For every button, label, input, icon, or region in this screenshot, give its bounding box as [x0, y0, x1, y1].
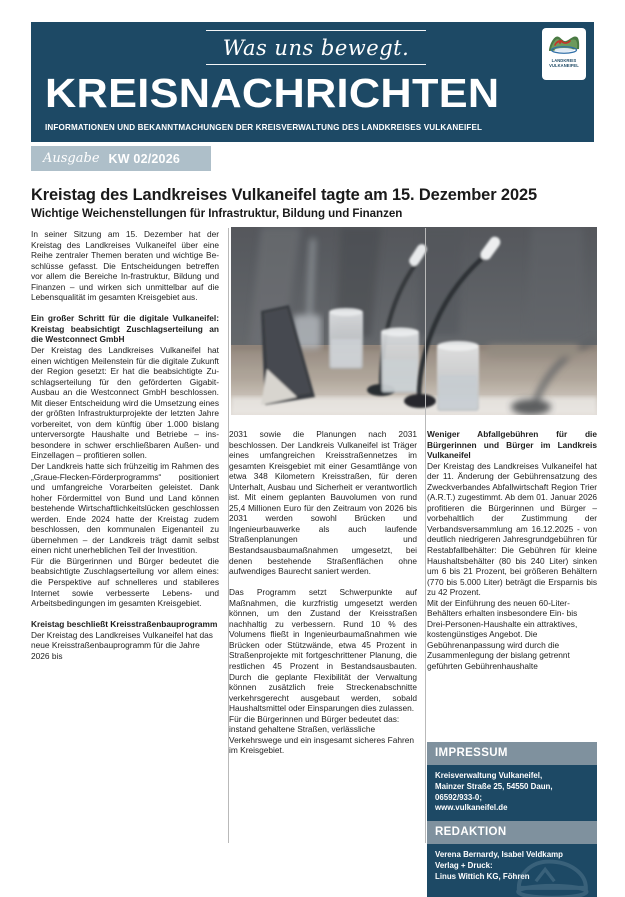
impressum-line-3: 06592/933-0;	[435, 792, 482, 802]
col1-paragraph-1: Der Kreistag des Landkreises Vulkaneifel hat einen wichtigen Meilenstein für die digitale Zukunft der Region gesetzt: Er hat die beabsichtigte Zuschlagserteilung für den geförderten Gigabit-Ausbau an die Westconnect GmbH beschlossen. Mit dieser Entscheidung wird die Umsetzung eines der größten Infrastrukturprojekte der letzten Jahre vorbereitet, von dem künftig über 1.000 bislang unterversorgte Haushalte und Betriebe – insbesondere in schwer erschließbaren Außen- und Einzellagen – profitieren sollen.	[31, 344, 219, 461]
col1-lead-paragraph: In seiner Sitzung am 15. Dezember hat der Kreistag des Landkreises Vulkaneifel über eine Reihe zentraler Themen beraten und wichtige Beschlüsse gefasst. Die Entscheidungen betreffen vor allem die Bereiche In-frastruktur, Bildung und Finanzen – und wirken sich unmittelbar auf die Lebensqualität im gesamten Kreisgebiet aus.	[31, 229, 219, 303]
issue-value: KW 02/2026	[108, 151, 181, 166]
col3-paragraph-1: Der Kreistag des Landkreises Vulkaneifel hat der 11. Änderung der Gebührensatzung des Zweckverbandes Abfallwirtschaft Region Trier (A.R.T.) zugestimmt. Ab dem 01. Januar 2026 profitieren die Bürgerinnen und Bürger – vorbehaltlich der Zustimmung der Verbandsversammlung am 16.12.2025 - von deutlich niedrigeren Jahresgrundgebühren für Restabfallbehälter: Die Gebühren für kleine Haushaltsbehälter (80 bis 240 Liter) sinken um 6 bis 21 Prozent, bei größeren Behältern (770 bis 5.000 Liter) beträgt die Ersparnis bis zu 42 Prozent.	[427, 460, 597, 598]
issue-label: Ausgabe	[43, 151, 100, 166]
wittich-logo-watermark	[513, 855, 593, 897]
col2-paragraph-1: 2031 sowie die Planungen nach 2031 beschlossen. Der Landkreis Vulkaneifel ist Träger eines umfangreichen Kreisstraßennetzes im gesamten Kreisgebiet mit einer Gesamtlänge von etwa 348 Kilometern Kreisstraßen, für deren Unterhalt, Ausbau und Sicherheit er verantwortlich ist. Mit einem geplanten Bauvolumen von rund 25,4 Millionen Euro für den Zeitraum von 2026 bis 2031 werden sowohl Brücken und Ingenieurbauwerke als auch laufende Straßenplanungen und Bestandsausbaumaßnahmen umgesetzt, bei denen bestehende Straßenflächen ohne aufwendiges Baurecht saniert werden.	[229, 429, 417, 577]
impressum-box	[427, 742, 597, 897]
col3-paragraph-2: Mit der Einführung des neuen 60-Liter-Behälters erhalten insbesondere Ein- bis Drei-Personen-Haushalte ein attraktives, kostengünstiges Angebot. Die Gebührenanpassung wird durch die Zusammenlegung der bislang getrennt geführten Gebührenhaushalte	[427, 597, 578, 672]
text-column-1	[31, 229, 219, 661]
redaktion-verlag-name: Linus Wittich KG, Föhren	[435, 871, 530, 881]
impressum-title: IMPRESSUM	[427, 742, 597, 765]
text-column-3	[427, 429, 597, 672]
redaktion-body	[427, 844, 597, 896]
impressum-line-1: Kreisverwaltung Vulkaneifel,	[435, 771, 543, 780]
redaktion-title: REDAKTION	[427, 821, 597, 844]
col1-heading-strassenbau: Kreistag beschließt Kreisstraßenbauprogramm	[31, 619, 218, 630]
issue-banner	[31, 146, 211, 171]
impressum-body	[427, 765, 597, 821]
masthead-title: KREISNACHRICHTEN	[45, 70, 500, 116]
spacer	[229, 577, 417, 588]
spacer	[31, 303, 219, 314]
masthead-tagline: Was uns bewegt.	[222, 36, 410, 60]
masthead	[31, 22, 594, 142]
impressum-line-2: Mainzer Straße 25, 54550 Daun,	[435, 781, 553, 791]
col1-paragraph-2: Der Landkreis hatte sich frühzeitig im Rahmen des „Graue-Flecken-Förderprogramms“ positioniert und umfangreiche Vorarbeiten geleistet. Dank hoher Fördermittel von Bund und Land können bestehende Wirtschaftlichkeitslücken geschlossen werden. Ende 2024 hatte der Kreistag zudem beschlossen, den kommunalen Eigenanteil zu übernehmen – der Landkreis trägt damit selbst einen nicht unerheblichen Teil der Investition.	[31, 460, 219, 556]
text-column-2	[229, 429, 417, 756]
impressum-website[interactable]: www.vulkaneifel.de	[435, 803, 508, 813]
column-divider-2	[425, 228, 426, 843]
redaktion-verlag-label: Verlag + Druck:	[435, 860, 493, 870]
article-headline: Kreistag des Landkreises Vulkaneifel tagte am 15. Dezember 2025	[31, 186, 537, 204]
col1-paragraph-3: Für die Bürgerinnen und Bürger bedeutet die beabsichtigte Zuschlagserteilung vor allem eines: die Perspektive auf schnelleres und stabileres Internet sowie verbesserte Lebens- und Arbeitsbedingungen im gesamten Kreisgebiet.	[31, 555, 219, 609]
article-subheadline: Wichtige Weichenstellungen für Infrastruktur, Bildung und Finanzen	[31, 207, 403, 220]
col1-paragraph-4: Der Kreistag des Landkreises Vulkaneifel hat das neue Kreisstraßenbauprogramm für die Jahre 2026 bis	[31, 629, 213, 661]
landkreis-vulkaneifel-crest-icon	[547, 32, 581, 56]
tagline-rule-bottom	[206, 64, 426, 65]
masthead-subtitle: INFORMATIONEN UND BEKANNTMACHUNGEN DER KREISVERWALTUNG DES LANDKREISES VULKANEIFEL	[45, 123, 483, 132]
col1-heading-digital: Ein großer Schritt für die digitale Vulkaneifel: Kreistag beabsichtigt Zuschlagserteilung an die Westconnect GmbH	[31, 313, 219, 345]
landkreis-vulkaneifel-logo	[542, 28, 586, 80]
logo-caption-line2: VULKANEIFEL	[549, 63, 579, 69]
col2-paragraph-2: Das Programm setzt Schwerpunkte auf Maßnahmen, die kurzfristig umgesetzt werden können, um den Zustand der Kreisstraßen nachhaltig zu verbessern. Rund 10 % des Volumens fließt in Ingenieurbaumaßnahmen wie Brücken oder Stützwände, etwa 45 Prozent in Straßenprojekte mit fortgeschrittener Planung, die restlichen 45 Prozent in Bestandsausbauten. Durch die geplante Flexibilität der Verwaltung können zusätzlich freie Streckenabschnitte verkehrsgerecht ausgebaut werden, sobald Haushaltsmittel oder Einsparungen dies zulassen.	[229, 587, 417, 714]
logo-caption	[549, 58, 579, 69]
logo-caption-line1: LANDKREIS	[551, 58, 577, 63]
redaktion-editors: Verena Bernardy, Isabel Veldkamp	[435, 850, 563, 860]
col2-paragraph-3: Für die Bürgerinnen und Bürger bedeutet das: instand gehaltene Straßen, verlässliche Verkehrswege und ein insgesamt sicheres Fahren im Kreisgebiet.	[229, 713, 415, 756]
article-photo	[231, 227, 597, 415]
tagline-rule-top	[206, 30, 426, 31]
col3-heading-abfallgebuehren: Weniger Abfallgebühren für die Bürgerinnen und Bürger im Landkreis Vulkaneifel	[427, 429, 597, 461]
spacer	[31, 609, 219, 620]
masthead-tagline-block	[206, 30, 426, 65]
